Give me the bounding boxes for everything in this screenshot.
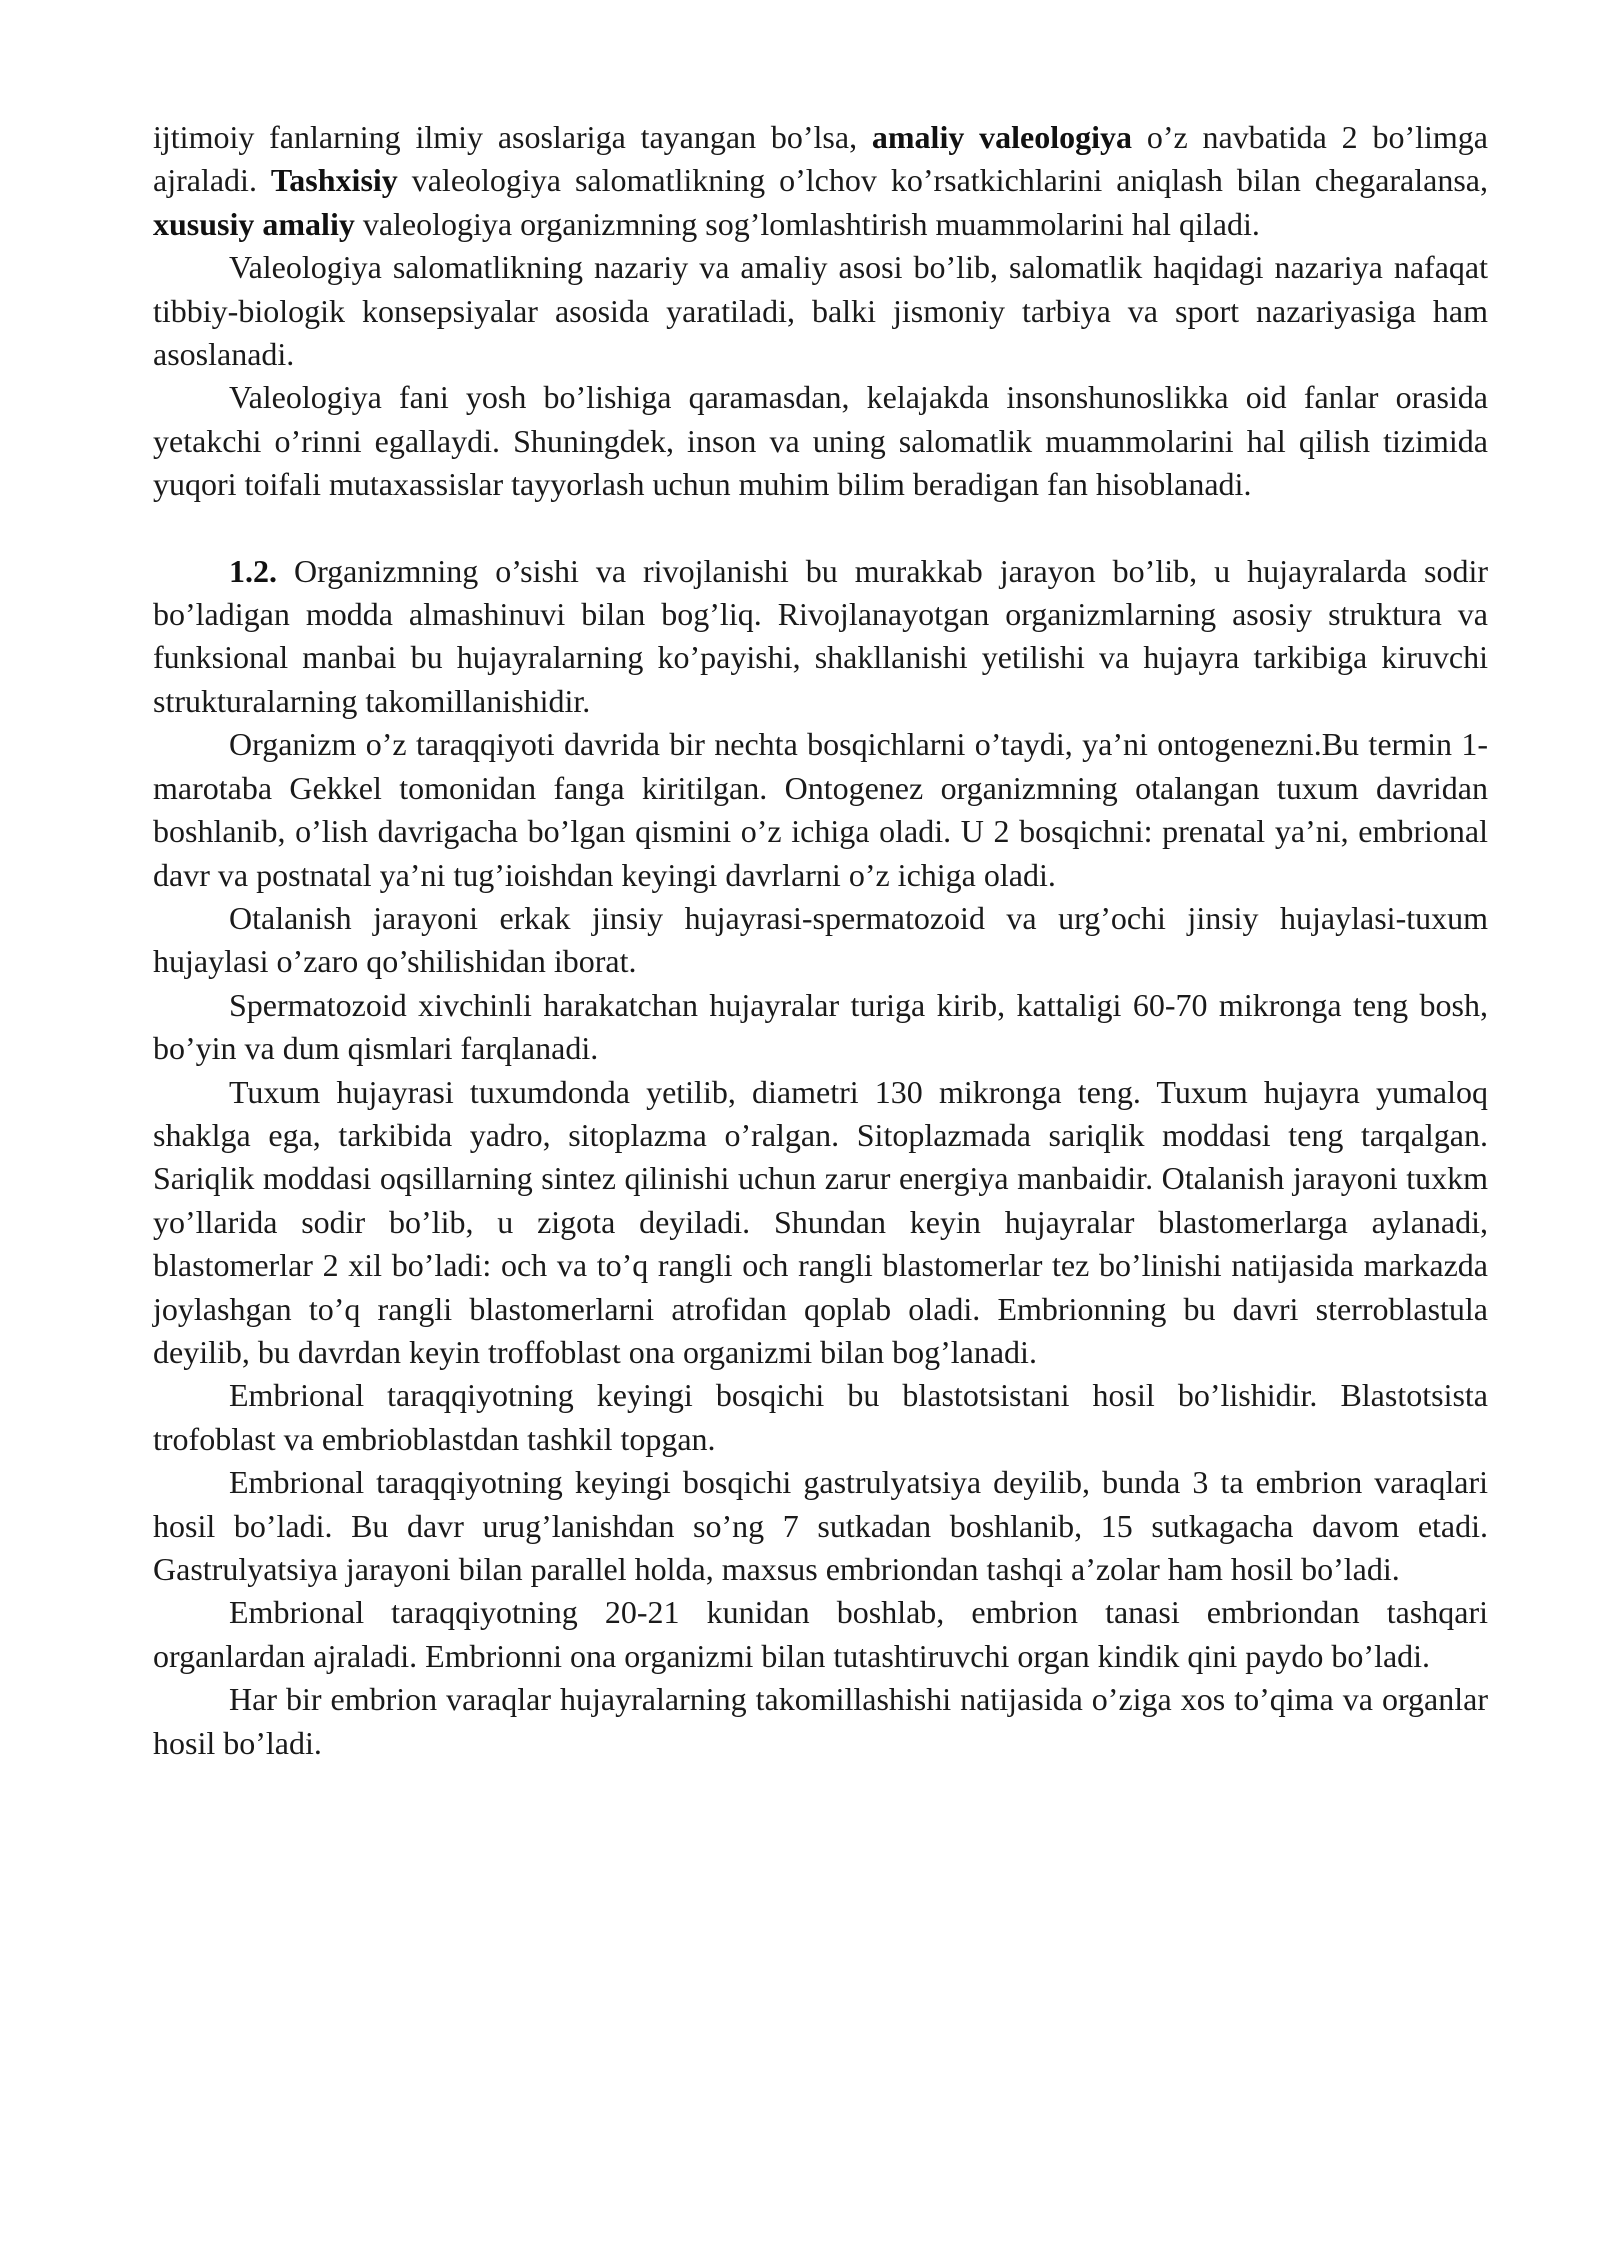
paragraph <box>153 897 1488 984</box>
bold-term: xususiy amaliy <box>153 205 355 242</box>
text-run: o’z navbatida 2 bo’limga ajraladi. <box>153 119 1489 199</box>
text-run: Tuxum hujayrasi tuxumdonda yetilib, diametri 130 mikronga teng. Tuxum hujayra yumaloq shaklga ega, tarkibida yadro, sitoplazma o’ralgan. Sitoplazmada sariqlik moddasi teng tarqalgan. Sariqlik moddasi oqsillarning sintez qilinishi uchun zarur energiya manbaidir. Otalanish jarayoni tuxkm yo’llarida sodir bo’lib, u zigota deyiladi. Shundan keyin hujayralar blastomerlarga aylanadi, blastomerlar 2 xil bo’ladi: och va to’q rangli och rangli blastomerlar tez bo’linishi natijasida markazda joylashgan to’q rangli blastomerlarni atrofidan qoplab oladi. Embrionning bu davri sterroblastula deyilib, bu davrdan keyin troffoblast ona organizmi bilan bog’lanadi. <box>153 1073 1488 1370</box>
bold-term: Tashxisiy <box>270 162 398 199</box>
text-run: Har bir embrion varaqlar hujayralarning takomillashishi natijasida o’ziga xos to’qima va organlar hosil bo’ladi. <box>153 1681 1488 1761</box>
document-body <box>153 116 1488 1765</box>
text-run: Embrional taraqqiyotning 20-21 kunidan boshlab, embrion tanasi embriondan tashqari organlardan ajraladi. Embrionni ona organizmi bilan tutashtiruvchi organ kindik qini paydo bo’ladi. <box>153 1594 1488 1674</box>
paragraph-spacer <box>153 507 1488 550</box>
text-run: Valeologiya fani yosh bo’lishiga qaramasdan, kelajakda insonshunoslikka oid fanlar orasida yetakchi o’rinni egallaydi. Shuningdek, inson va uning salomatlik muammolarini hal qilish tizimida yuqori toifali mutaxassislar tayyorlash uchun muhim bilim beradigan fan hisoblanadi. <box>153 379 1488 503</box>
text-run: Spermatozoid xivchinli harakatchan hujayralar turiga kirib, kattaligi 60-70 mikronga teng bosh, bo’yin va dum qismlari farqlanadi. <box>153 986 1488 1067</box>
paragraph <box>153 1461 1488 1591</box>
text-run: Embrional taraqqiyotning keyingi bosqichi bu blastotsistani hosil bo’lishidir. Blastotsista trofoblast va embrioblastdan tashkil topgan. <box>153 1377 1488 1457</box>
text-run: valeologiya organizmning sog’lomlashtirish muammolarini hal qiladi. <box>354 205 1260 242</box>
text-run: Otalanish jarayoni erkak jinsiy hujayrasi-spermatozoid va urg’ochi jinsiy hujaylasi-tuxum hujaylasi o’zaro qo’shilishidan iborat. <box>153 899 1488 980</box>
paragraph <box>153 723 1488 897</box>
bold-term: amaliy valeologiya <box>871 119 1133 155</box>
paragraph <box>153 984 1488 1071</box>
paragraph <box>153 1591 1488 1678</box>
paragraph <box>153 246 1488 376</box>
paragraph <box>153 1678 1488 1765</box>
text-run: Valeologiya salomatlikning nazariy va amaliy asosi bo’lib, salomatlik haqidagi nazariya nafaqat tibbiy-biologik konsepsiyalar asosida yaratiladi, balki jismoniy tarbiya va sport nazariyasiga ham asoslanadi. <box>153 249 1488 373</box>
bold-term: 1.2. <box>229 552 277 589</box>
paragraph <box>153 376 1488 506</box>
paragraph <box>153 1374 1488 1461</box>
paragraph <box>153 116 1488 246</box>
text-run: Embrional taraqqiyotning keyingi bosqichi gastrulyatsiya deyilib, bunda 3 ta embrion varaqlari hosil bo’ladi. Bu davr urug’lanishdan so’ng 7 sutkadan boshlanib, 15 sutkagacha davom etadi. Gastrulyatsiya jarayoni bilan parallel holda, maxsus embriondan tashqi a’zolar ham hosil bo’ladi. <box>153 1464 1488 1587</box>
text-run: valeologiya salomatlikning o’lchov ko’rsatkichlarini aniqlash bilan chegaralansa, <box>397 162 1489 199</box>
paragraph <box>153 550 1488 724</box>
text-run: Organizmning o’sishi va rivojlanishi bu murakkab jarayon bo’lib, u hujayralarda sodir bo’ladigan modda almashinuvi bilan bog’liq. Rivojlanayotgan organizmlarning asosiy struktura va funksional manbai bu hujayralarning ko’payishi, shakllanishi yetilishi va hujayra tarkibiga kiruvchi strukturalarning takomillanishidir. <box>153 552 1488 719</box>
text-run: ijtimoiy fanlarning ilmiy asoslariga tayangan bo’lsa, <box>153 119 872 155</box>
text-run: Organizm o’z taraqqiyoti davrida bir nechta bosqichlarni o’taydi, ya’ni ontogenezni.Bu termin 1-marotaba Gekkel tomonidan fanga kiritilgan. Ontogenez organizmning otalangan tuxum davridan boshlanib, o’lish davrigacha bo’lgan qismini o’z ichiga oladi. U 2 bosqichni: prenatal ya’ni, embrional davr va postnatal ya’ni tug’ioishdan keyingi davrlarni o’z ichiga oladi. <box>153 726 1488 893</box>
paragraph <box>153 1071 1488 1375</box>
